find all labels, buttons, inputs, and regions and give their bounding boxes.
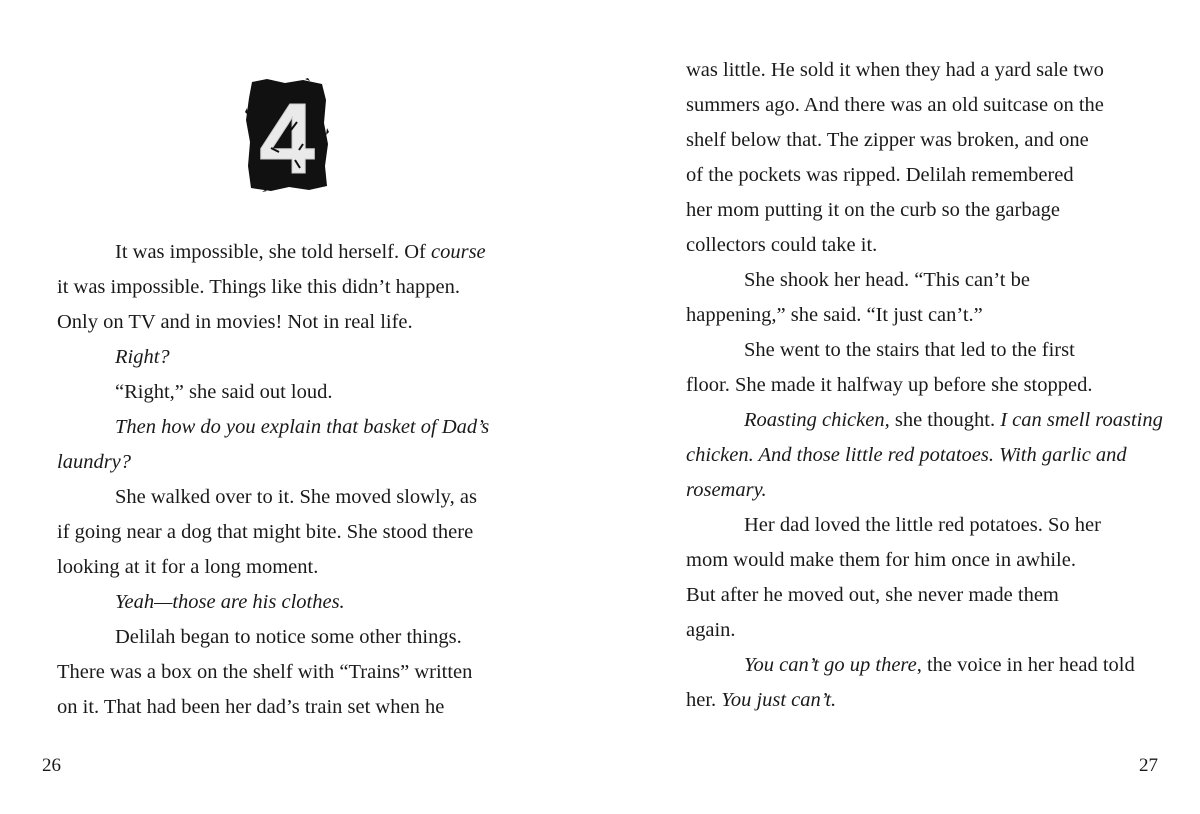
body-text: she thought. xyxy=(889,409,1001,431)
text-line xyxy=(57,690,527,725)
text-line xyxy=(686,228,1156,263)
body-text: “Right,” she said out loud. xyxy=(115,381,333,403)
text-line xyxy=(57,235,527,270)
text-line xyxy=(57,305,527,340)
body-text: Her dad loved the little red potatoes. So her xyxy=(744,514,1101,536)
body-text: it was impossible. Things like this didn’t happen. xyxy=(57,276,460,298)
body-text: She shook her head. “This can’t be xyxy=(744,269,1030,291)
text-line xyxy=(686,263,1156,298)
italic-text: chicken. And those little red potatoes. With garlic and xyxy=(686,444,1127,466)
text-line xyxy=(57,585,527,620)
text-line xyxy=(686,333,1156,368)
text-line xyxy=(686,683,1156,718)
text-line xyxy=(686,648,1156,683)
page-number-left: 26 xyxy=(42,755,61,776)
body-text: collectors could take it. xyxy=(686,234,878,256)
body-text: her. xyxy=(686,689,722,711)
text-line xyxy=(57,445,527,480)
text-line xyxy=(57,550,527,585)
right-page-text xyxy=(686,53,1163,718)
body-text: shelf below that. The zipper was broken, and one xyxy=(686,129,1089,151)
body-text: looking at it for a long moment. xyxy=(57,556,319,578)
italic-text: You can’t go up there xyxy=(744,654,917,676)
text-line xyxy=(686,53,1156,88)
text-line xyxy=(686,298,1156,333)
chapter-number: 4 xyxy=(259,83,315,192)
page-number-right: 27 xyxy=(1139,755,1158,776)
text-line xyxy=(686,158,1156,193)
body-text: Delilah began to notice some other things. xyxy=(115,626,462,648)
body-text: She walked over to it. She moved slowly, as xyxy=(115,486,477,508)
text-line xyxy=(686,578,1156,613)
text-line xyxy=(57,515,527,550)
text-line xyxy=(57,655,527,690)
text-line xyxy=(686,88,1156,123)
text-line xyxy=(57,410,527,445)
text-line xyxy=(686,613,1156,648)
text-line xyxy=(57,375,527,410)
italic-text: Right? xyxy=(115,346,170,368)
body-text: happening,” she said. “It just can’t.” xyxy=(686,304,983,326)
text-line xyxy=(686,508,1156,543)
body-text: her mom putting it on the curb so the garbage xyxy=(686,199,1061,221)
chapter-number-badge xyxy=(245,78,329,192)
body-text: on it. That had been her dad’s train set when he xyxy=(57,696,445,718)
italic-text: You just can’t. xyxy=(721,689,837,711)
body-text: She went to the stairs that led to the first xyxy=(744,339,1075,361)
body-text: again. xyxy=(686,619,736,641)
italic-text: laundry? xyxy=(57,451,132,473)
text-line xyxy=(686,368,1156,403)
body-text: was little. He sold it when they had a yard sale two xyxy=(686,59,1104,81)
text-line xyxy=(57,620,527,655)
body-text: There was a box on the shelf with “Trains” written xyxy=(57,661,473,683)
italic-text: Then how do you explain that basket of Dad’s xyxy=(115,416,490,438)
body-text: floor. She made it halfway up before she stopped. xyxy=(686,374,1093,396)
text-line xyxy=(686,438,1156,473)
text-line xyxy=(57,480,527,515)
body-text: of the pockets was ripped. Delilah remembered xyxy=(686,164,1074,186)
italic-text: I can smell roasting xyxy=(1000,409,1163,431)
body-text: Only on TV and in movies! Not in real life. xyxy=(57,311,413,333)
text-line xyxy=(686,123,1156,158)
body-text: summers ago. And there was an old suitcase on the xyxy=(686,94,1104,116)
text-line xyxy=(686,473,1156,508)
italic-text: Roasting chicken, xyxy=(744,409,890,431)
body-text: mom would make them for him once in awhile. xyxy=(686,549,1076,571)
left-page-text xyxy=(57,235,527,725)
italic-text: rosemary. xyxy=(686,479,767,501)
text-line xyxy=(686,193,1156,228)
text-line xyxy=(686,543,1156,578)
text-line xyxy=(686,403,1163,438)
text-line xyxy=(57,340,527,375)
body-text: if going near a dog that might bite. She stood there xyxy=(57,521,474,543)
italic-text: course xyxy=(431,241,486,263)
body-text: But after he moved out, she never made them xyxy=(686,584,1059,606)
body-text: It was impossible, she told herself. Of xyxy=(115,241,431,263)
text-line xyxy=(57,270,527,305)
right-page xyxy=(600,0,1200,814)
body-text: , the voice in her head told xyxy=(916,654,1135,676)
italic-text: Yeah—those are his clothes. xyxy=(115,591,345,613)
